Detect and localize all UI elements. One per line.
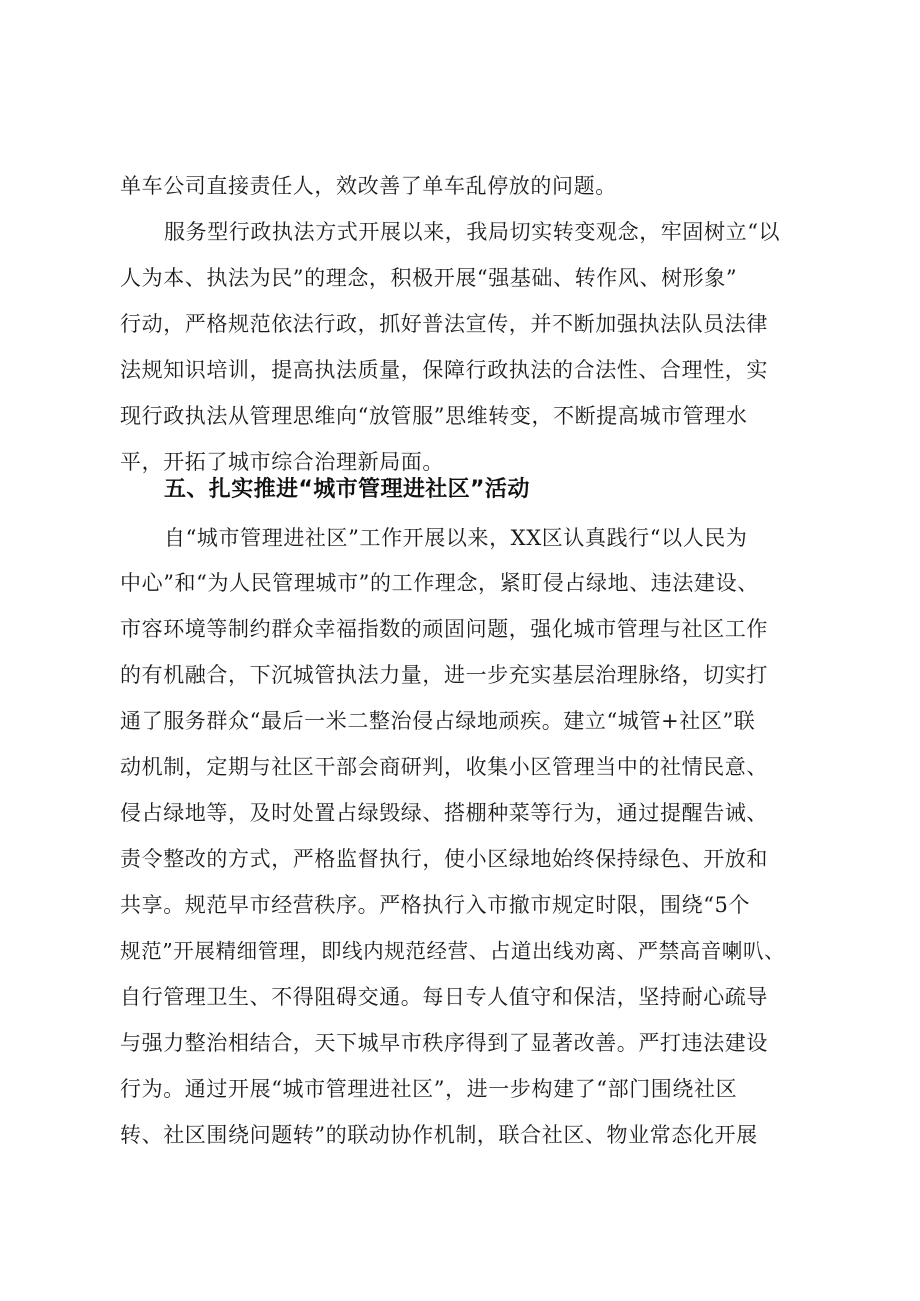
text-line: 现行政执法从管理思维向“放管服”思维转变，不断提高城市管理水 <box>120 404 748 428</box>
text-line: 共享。规范早市经营秩序。严格执行入市撤市规定时限，围绕“5个 <box>120 893 751 917</box>
text-line: 市容环境等制约群众幸福指数的顽固问题，强化城市管理与社区工作 <box>120 617 768 641</box>
text-line: 的有机融合，下沉城管执法力量，进一步充实基层治理脉络，切实打 <box>120 663 768 687</box>
text-line: 人为本、执法为民”的理念，积极开展“强基础、转作风、树形象” <box>120 266 738 290</box>
text-line: 自行管理卫生、不得阻碍交通。每日专人值守和保洁，坚持耐心疏导 <box>120 985 768 1009</box>
text-line: 责令整改的方式，严格监督执行，使小区绿地始终保持绿色、开放和 <box>120 847 768 871</box>
text-line: 平，开拓了城市综合治理新局面。 <box>120 450 444 474</box>
text-line: 行为。通过开展“城市管理进社区”，进一步构建了“部门围绕社区 <box>120 1077 738 1101</box>
text-line: 中心”和“为人民管理城市”的工作理念，紧盯侵占绿地、违法建设、 <box>120 571 759 595</box>
paragraph-first-line: 自“城市管理进社区”工作开展以来，XX区认真践行“以人民为 <box>164 526 748 550</box>
text-line: 与强力整治相结合，天下城早市秩序得到了显著改善。严打违法建设 <box>120 1031 768 1055</box>
text-line: 单车公司直接责任人，效改善了单车乱停放的问题。 <box>120 174 617 198</box>
text-line: 规范”开展精细管理，即线内规范经营、占道出线劝离、严禁高音喇叭、 <box>120 939 786 963</box>
section-heading: 五、扎实推进“城市管理进社区”活动 <box>164 477 530 502</box>
paragraph-first-line: 服务型行政执法方式开展以来，我局切实转变观念，牢固树立“以 <box>164 220 781 244</box>
text-line: 动机制，定期与社区干部会商研判，收集小区管理当中的社情民意、 <box>120 755 768 779</box>
text-line: 行动，严格规范依法行政，抓好普法宣传，并不断加强执法队员法律 <box>120 312 768 336</box>
text-line: 通了服务群众“最后一米二整治侵占绿地顽疾。建立“城管+社区”联 <box>120 709 756 733</box>
text-line: 侵占绿地等，及时处置占绿毁绿、搭棚种菜等行为，通过提醒告诫、 <box>120 801 768 825</box>
text-line: 转、社区围绕问题转”的联动协作机制，联合社区、物业常态化开展 <box>120 1123 758 1147</box>
text-line: 法规知识培训，提高执法质量，保障行政执法的合法性、合理性，实 <box>120 358 768 382</box>
